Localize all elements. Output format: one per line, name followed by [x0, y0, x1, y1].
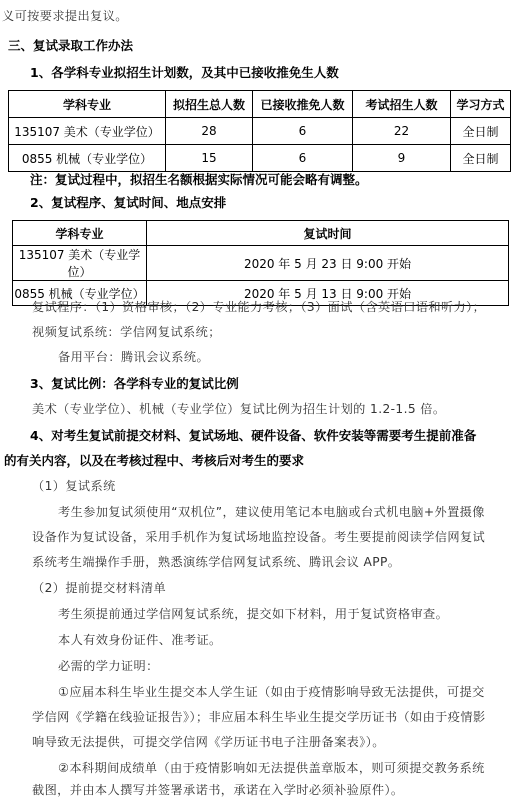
table-cell: 135107 美术（专业学位） — [9, 118, 166, 145]
table-header-cell: 学科专业 — [13, 221, 147, 246]
procedure-line: 复试程序：（1）资格审核；（2）专业能力考核；（3）面试（含英语口语和听力）； — [32, 300, 486, 314]
plan-table — [8, 90, 511, 172]
table-cell: 22 — [353, 118, 451, 145]
sub2-heading: （2）提前提交材料清单 — [32, 581, 167, 595]
table-header-cell: 复试时间 — [147, 221, 509, 246]
paragraph-line: 系统考生端操作手册，熟悉演练学信网复试系统、腾讯会议 APP。 — [32, 555, 401, 569]
paragraph-line: 响导致无法提供，可提交学信网《学历证书电子注册备案表》）。 — [32, 735, 385, 749]
table-cell: 9 — [353, 145, 451, 172]
paragraph-line: ②本科期间成绩单（由于疫情影响如无法提供盖章版本，则可须提交教务系统 — [58, 761, 485, 775]
table-cell: 2020 年 5 月 13 日 9:00 开始 — [147, 281, 509, 306]
table-cell: 0855 机械（专业学位） — [13, 281, 147, 306]
schedule-table — [12, 220, 509, 306]
table-row — [13, 246, 509, 281]
table-row — [9, 118, 511, 145]
table-row — [9, 145, 511, 172]
table-cell: 0855 机械（专业学位） — [9, 145, 166, 172]
table-header-cell: 学科专业 — [9, 91, 166, 118]
paragraph-line: 学信网《学籍在线验证报告》）；非应届本科生毕业生提交学历证书（如由于疫情影 — [32, 710, 486, 724]
table-cell: 6 — [253, 145, 353, 172]
table-header-cell: 考试招生人数 — [353, 91, 451, 118]
table-header-row — [9, 91, 511, 118]
table-cell: 2020 年 5 月 23 日 9:00 开始 — [147, 246, 509, 281]
note-line: 注：复试过程中，拟招生名额根据实际情况可能会略有调整。 — [30, 172, 368, 187]
table-header-cell: 拟招生总人数 — [166, 91, 253, 118]
backup-platform-line: 备用平台：腾讯会议系统。 — [58, 350, 210, 364]
table-cell: 28 — [166, 118, 253, 145]
paragraph-line: 截图，并由本人撰写并签署承诺书，承诺在入学时必须补验原件）。 — [32, 783, 404, 797]
table-cell: 15 — [166, 145, 253, 172]
paragraph-line: 考生参加复试须使用“双机位”，建议使用笔记本电脑或台式机电脑+外置摄像 — [58, 505, 485, 519]
table-cell: 全日制 — [451, 118, 511, 145]
sub1-heading: （1）复试系统 — [32, 479, 116, 493]
table-header-cell: 已接收推免人数 — [253, 91, 353, 118]
item3-heading: 3、复试比例：各学科专业的复试比例 — [30, 376, 239, 391]
paragraph-line: 考生须提前通过学信网复试系统，提交如下材料，用于复试资格审查。 — [58, 607, 449, 621]
section3-heading: 三、复试录取工作办法 — [8, 38, 134, 53]
intro-line: 义可按要求提出复议。 — [2, 9, 128, 23]
table-header-row — [13, 221, 509, 246]
item4-heading-line2: 的有关内容，以及在考核过程中、考核后对考生的要求 — [4, 453, 305, 468]
paragraph-line: 设备作为复试设备，采用手机作为复试场地监控设备。考生要提前阅读学信网复试 — [32, 530, 486, 544]
paragraph-line: 必需的学力证明： — [58, 659, 159, 673]
item3-text: 美术（专业学位）、机械（专业学位）复试比例为招生计划的 1.2-1.5 倍。 — [32, 402, 446, 416]
item1-heading: 1、各学科专业拟招生计划数，及其中已接收推免生人数 — [30, 65, 339, 80]
table-cell: 135107 美术（专业学位） — [13, 246, 147, 281]
table-header-cell: 学习方式 — [451, 91, 511, 118]
item2-heading: 2、复试程序、复试时间、地点安排 — [30, 195, 227, 210]
video-system-line: 视频复试系统：学信网复试系统； — [32, 325, 221, 339]
table-cell: 全日制 — [451, 145, 511, 172]
table-cell: 6 — [253, 118, 353, 145]
paragraph-line: ①应届本科生毕业生提交本人学生证（如由于疫情影响导致无法提供，可提交 — [58, 685, 485, 699]
item4-heading-line1: 4、对考生复试前提交材料、复试场地、硬件设备、软件安装等需要考生提前准备 — [30, 428, 477, 443]
paragraph-line: 本人有效身份证件、准考证。 — [58, 633, 222, 647]
